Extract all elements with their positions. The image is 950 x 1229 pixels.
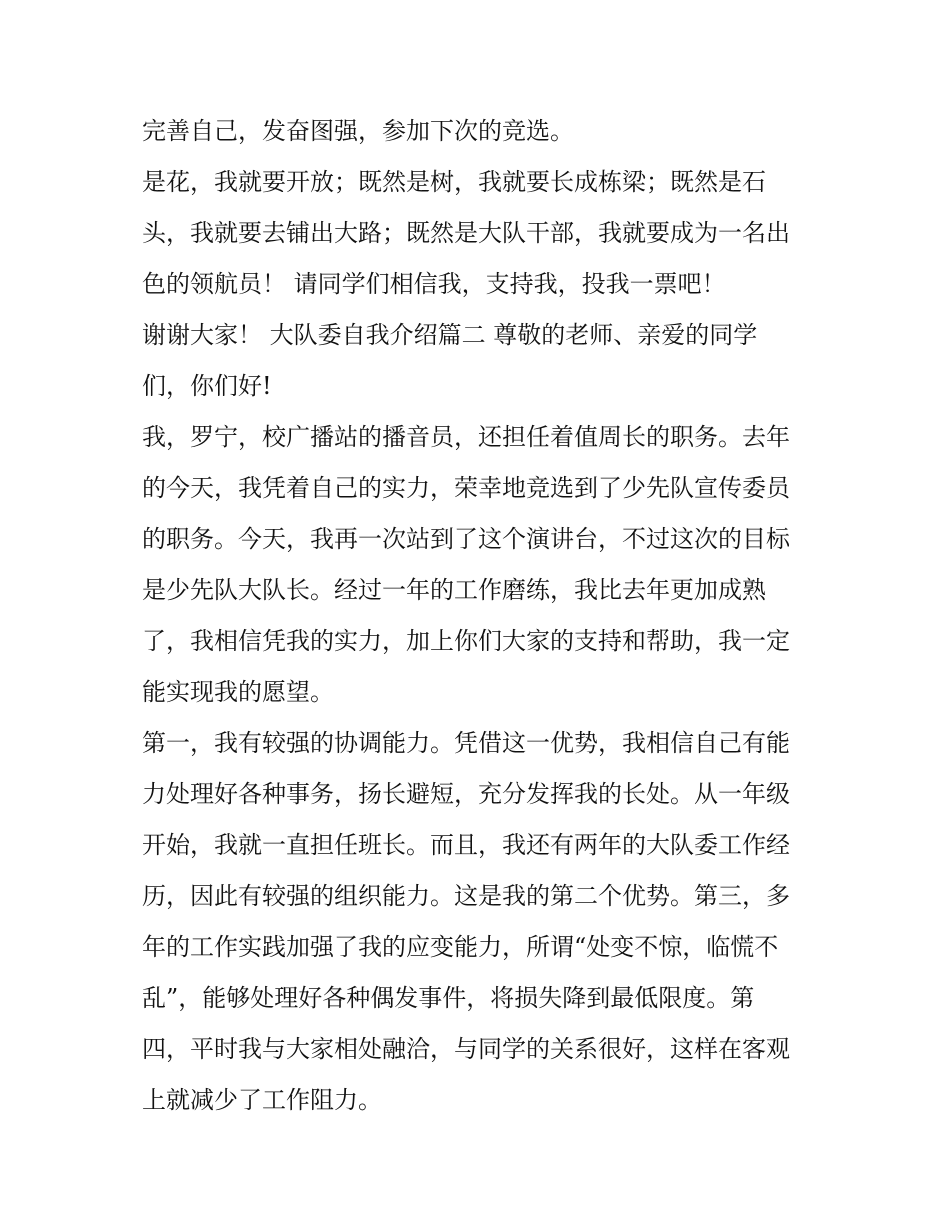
text-line: 年的工作实践加强了我的应变能力，所谓“处变不惊，临慌不 [142,933,779,961]
text-line: 上就减少了工作阻力。 [142,1086,382,1114]
text-line: 谢谢大家！ 大队委自我介绍篇二 尊敬的老师、亲爱的同学 [142,321,758,349]
text-line: 完善自己，发奋图强，参加下次的竞选。 [142,117,574,145]
text-line: 我，罗宁，校广播站的播音员，还担任着值周长的职务。去年 [142,423,790,451]
text-line: 了，我相信凭我的实力，加上你们大家的支持和帮助，我一定 [142,627,790,655]
text-line: 开始，我就一直担任班长。而且，我还有两年的大队委工作经 [142,831,790,859]
text-line: 是少先队大队长。经过一年的工作磨练，我比去年更加成熟 [142,576,766,604]
document-body [142,106,814,1126]
text-line: 第一，我有较强的协调能力。凭借这一优势，我相信自己有能 [142,729,790,757]
text-line: 们，你们好! [142,372,272,400]
text-line: 的职务。今天，我再一次站到了这个演讲台，不过这次的目标 [142,525,790,553]
text-line: 能实现我的愿望。 [142,678,334,706]
text-line: 头，我就要去铺出大路；既然是大队干部，我就要成为一名出 [142,219,790,247]
text-line: 四，平时我与大家相处融洽，与同学的关系很好，这样在客观 [142,1035,790,1063]
text-line: 是花，我就要开放；既然是树，我就要长成栋梁；既然是石 [142,168,766,196]
text-line: 的今天，我凭着自己的实力，荣幸地竞选到了少先队宣传委员 [142,474,790,502]
text-line: 色的领航员！ 请同学们相信我，支持我，投我一票吧！ [142,270,726,298]
text-line: 力处理好各种事务，扬长避短，充分发挥我的长处。从一年级 [142,780,790,808]
text-line: 乱”，能够处理好各种偶发事件，将损失降到最低限度。第 [142,984,755,1012]
text-line: 历，因此有较强的组织能力。这是我的第二个优势。第三，多 [142,882,790,910]
